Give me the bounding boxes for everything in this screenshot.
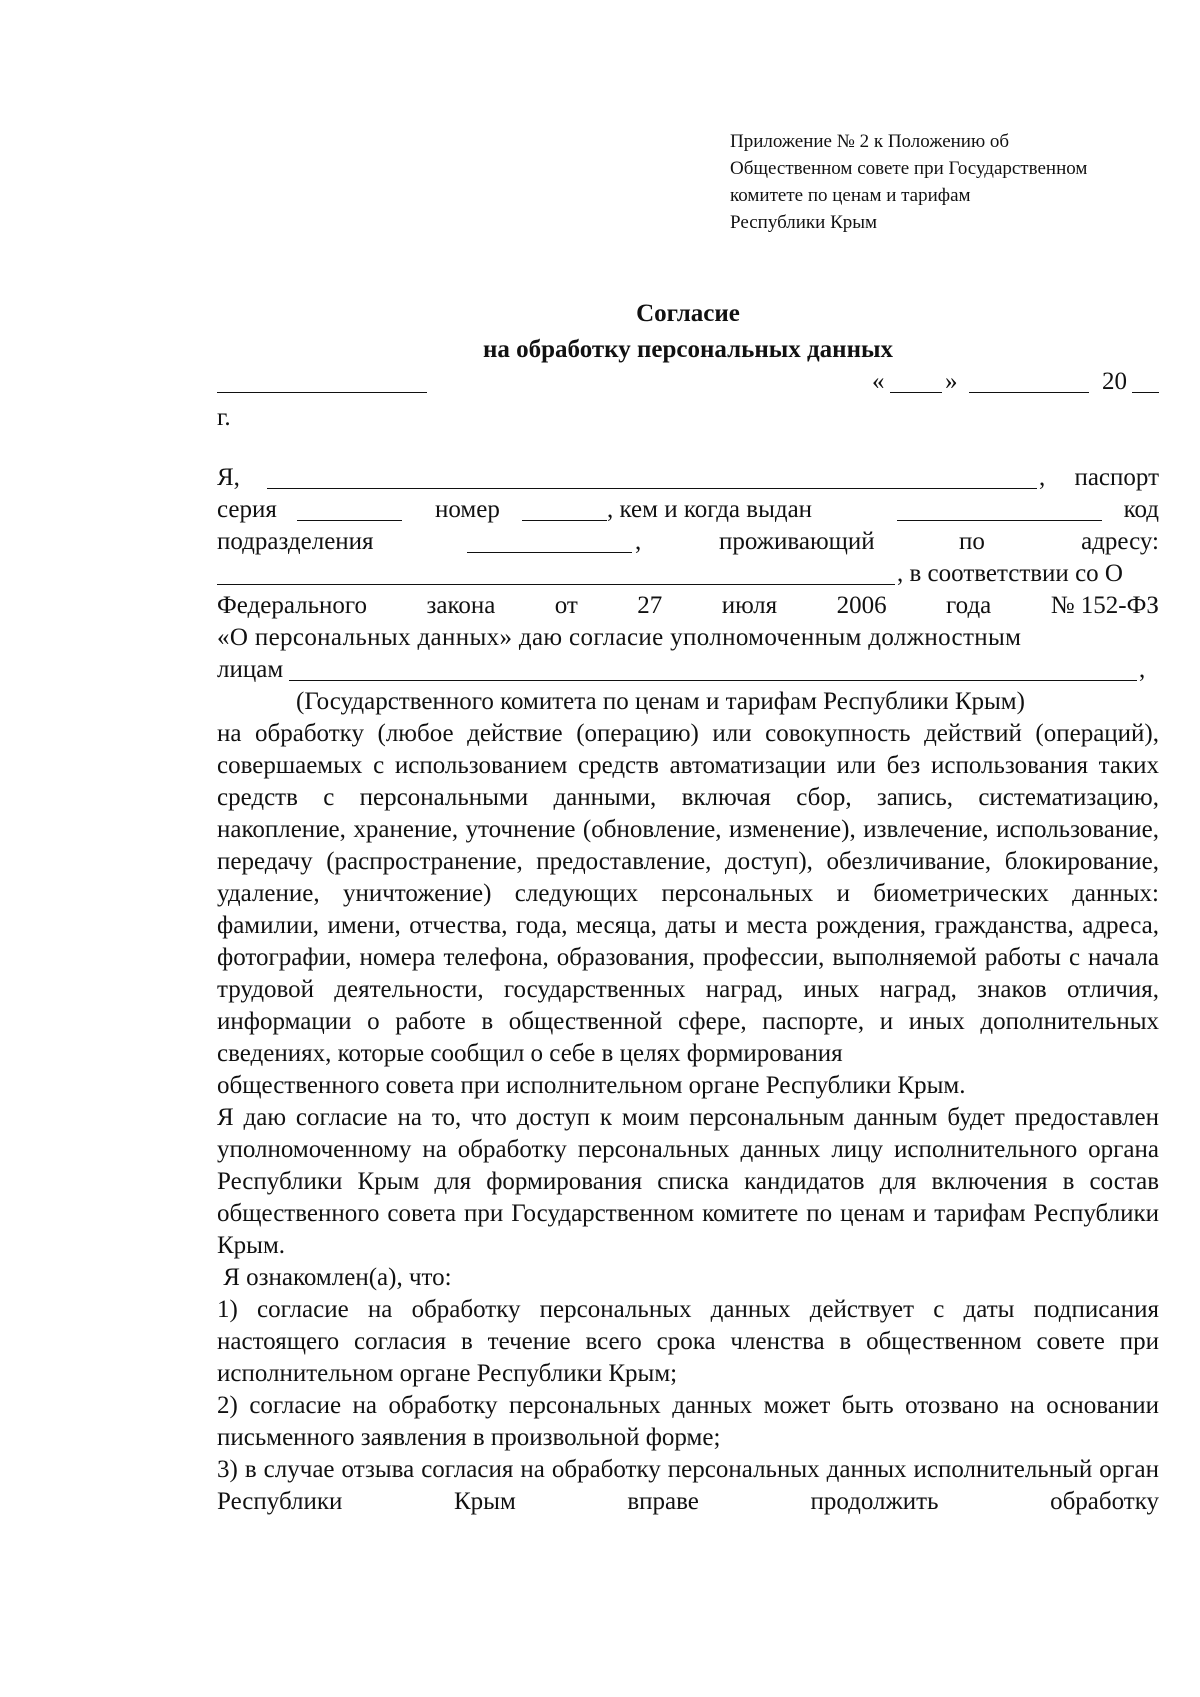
month-field[interactable] [969, 368, 1089, 393]
issued-by-label: , кем и когда выдан [607, 496, 813, 523]
appendix-line-2: Общественном совете при Государственном [730, 158, 1088, 179]
law-word: Федерального [217, 592, 368, 619]
form-line-2 [217, 494, 1159, 526]
appendix-line-3: комитете по ценам и тарифам [730, 185, 971, 206]
document-subtitle: на обработку персональных данных [483, 336, 893, 363]
clause-2: 2) согласие на обработку персональных данных может быть отозвано на основании письменного заявления в произвольной форме; [217, 1392, 1159, 1451]
place-date-line [217, 366, 1159, 398]
appendix-line-4: Республики Крым [730, 212, 878, 233]
law-word: июля [721, 592, 778, 619]
comma: , [635, 528, 642, 555]
committee-line: (Государственного комитета по ценам и тарифам Республики Крым) [296, 688, 1025, 715]
residing-label: проживающий [719, 528, 875, 555]
access-paragraph: Я даю согласие на то, что доступ к моим персональным данным будет предоставлен уполномоченному на обработку персональных данных лицу исполнительного органа Республики Крым для формирования списка кандидатов для включения в состав общественного совета при Государственном комитете по ценам и тарифам Республики Крым. [217, 1104, 1159, 1259]
form-line-5 [217, 590, 1159, 622]
series-label: серия [217, 496, 277, 523]
date-close-quote: » [945, 368, 958, 395]
according-to-label: , в соответствии со О [897, 560, 1123, 587]
form-line-7 [217, 654, 1159, 686]
law-word: от [554, 592, 578, 619]
g-line [217, 402, 1159, 434]
year-prefix: 20 [1102, 368, 1127, 395]
document-title: Согласие [636, 300, 740, 327]
form-line-1 [217, 462, 1159, 494]
place-field[interactable] [217, 368, 427, 393]
passport-number-field[interactable] [522, 496, 607, 521]
clause-1: 1) согласие на обработку персональных данных действует с даты подписания настоящего согласия в течение всего срока членства в общественном совете при исполнительном органе Республики Крым; [217, 1296, 1159, 1387]
law-word: 27 [637, 592, 663, 619]
number-label: номер [435, 496, 500, 523]
authorized-persons-field[interactable] [289, 656, 1137, 681]
year-field[interactable] [1132, 368, 1159, 393]
comma: , [1039, 464, 1046, 491]
year-abbrev: г. [217, 404, 231, 431]
division-code-field[interactable] [467, 528, 632, 553]
council-line: общественного совета при исполнительном органе Республики Крым. [217, 1072, 966, 1099]
appendix-line-1: Приложение № 2 к Положению об [730, 131, 1010, 152]
address-field[interactable] [217, 560, 895, 585]
appendix-note [730, 128, 1170, 236]
ya-label: Я, [217, 464, 240, 491]
acknowledgement-heading: Я ознакомлен(а), что: [217, 1264, 452, 1291]
code-label: код [1123, 496, 1159, 523]
address-label: адресу: [1081, 528, 1159, 555]
persons-label: лицам [217, 656, 284, 683]
law-word: года [946, 592, 992, 619]
form-line-6: «О персональных данных» даю согласие уполномоченным должностным [217, 624, 1022, 651]
consent-body [217, 718, 1159, 1518]
po-label: по [959, 528, 985, 555]
passport-series-field[interactable] [297, 496, 402, 521]
law-word: № 152-ФЗ [1050, 592, 1159, 619]
comma: , [1139, 656, 1146, 683]
law-word: 2006 [836, 592, 887, 619]
law-word: закона [426, 592, 496, 619]
form-line-3 [217, 526, 1159, 558]
division-label: подразделения [217, 528, 374, 555]
passport-label: паспорт [1074, 464, 1159, 491]
date-open-quote: « [872, 368, 885, 395]
day-field[interactable] [890, 368, 942, 393]
issued-by-field[interactable] [897, 496, 1102, 521]
full-name-field[interactable] [267, 464, 1037, 489]
clause-3: 3) в случае отзыва согласия на обработку персональных данных исполнительный орган Республики Крым вправе продолжить обработку [217, 1456, 1159, 1515]
processing-paragraph: на обработку (любое действие (операцию) или совокупность действий (операций), совершаемых с использованием средств автоматизации или без использования таких средств с персональными данными, включая сбор, запись, систематизацию, накопление, хранение, уточнение (обновление, изменение), извлечение, использование, передачу (распространение, предоставление, доступ), обезличивание, блокирование, удаление, уничтожение) следующих персональных и биометрических данных: фамилии, имени, отчества, года, месяца, даты и места рождения, гражданства, адреса, фотографии, номера телефона, образования, профессии, выполняемой работы с начала трудовой деятельности, государственных наград, иных наград, знаков отличия, информации о работе в общественной сфере, паспорте, и иных дополнительных сведениях, которые сообщил о себе в целях формирования [217, 720, 1159, 1067]
form-line-4 [217, 558, 1159, 590]
